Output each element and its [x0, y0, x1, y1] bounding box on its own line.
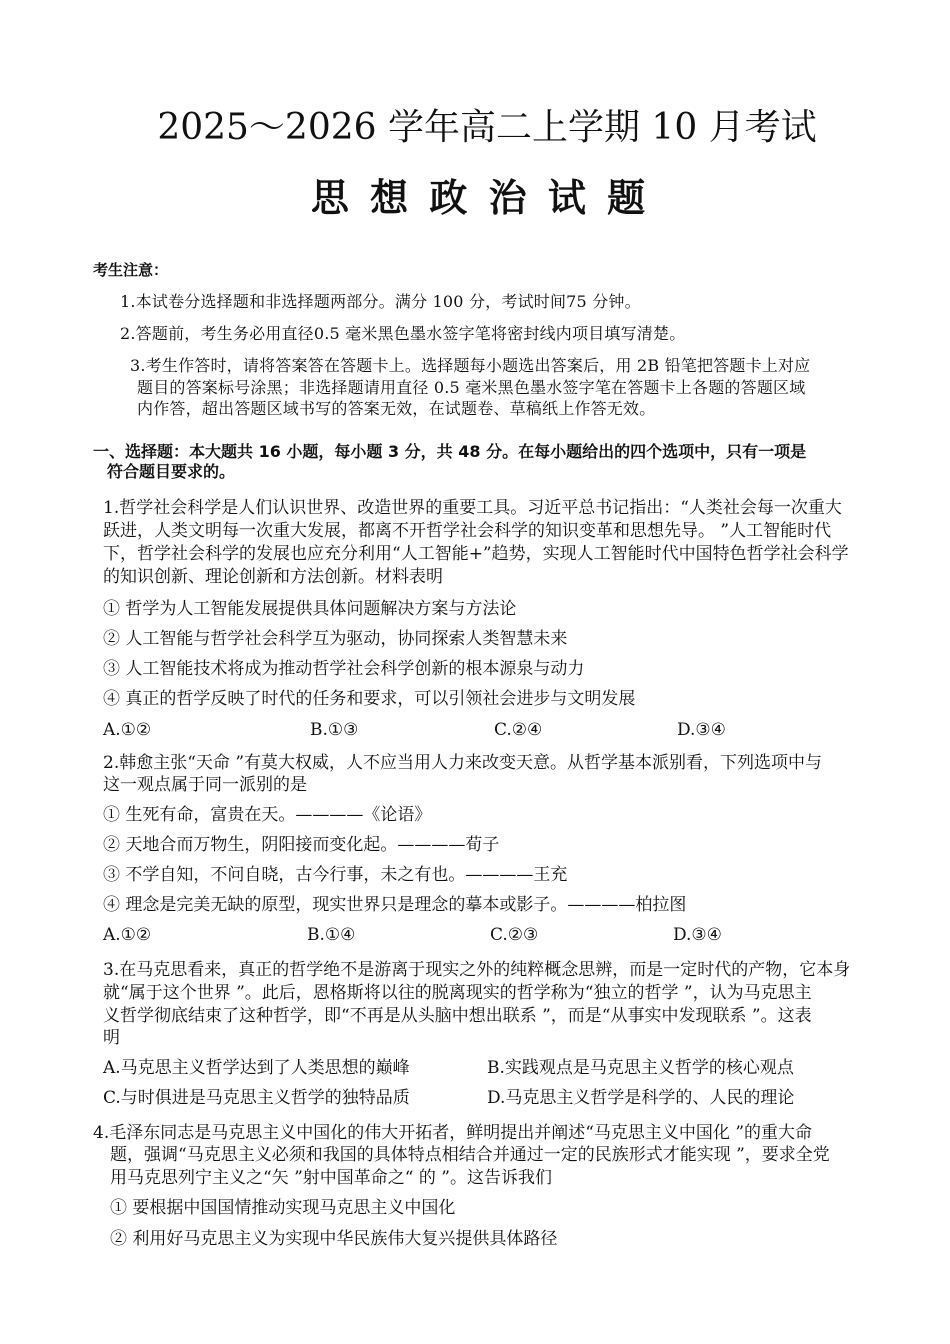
statement-1: ① 哲学为人工智能发展提供具体问题解决方案与方法论 — [103, 599, 517, 619]
question-stem-line: 就“属于这个世界 ”。此后，恩格斯将以往的脱离现实的哲学称为“独立的哲学 ”，认为马克思主 — [103, 983, 812, 1003]
question-stem-line: 3.在马克思看来，真正的哲学绝不是游离于现实之外的纯粹概念思辨，而是一定时代的产物，它本身 — [103, 960, 851, 980]
question-stem-line: 题，强调“马克思主义必须和我国的具体特点相结合并通过一定的民族形式才能实现 ”，要求全党 — [110, 1145, 830, 1165]
choice-b: B.①④ — [307, 925, 356, 945]
question-stem-line: 这一观点属于同一派别的是 — [103, 775, 307, 795]
statement-1: ① 生死有命，富贵在天。————《论语》 — [103, 805, 432, 825]
choice-b: B.实践观点是马克思主义哲学的核心观点 — [487, 1058, 794, 1078]
question-stem-line: 义哲学彻底结束了这种哲学，即“不再是从头脑中想出联系 ”，而是“从事实中发现联系 ”。这表 — [103, 1006, 812, 1026]
exam-title: 2025～2026 学年高二上学期 10 月考试 — [157, 107, 817, 148]
question-stem-line: 2.韩愈主张“天命 ”有莫大权威，人不应当用人力来改变天意。从哲学基本派别看，下列选项中与 — [103, 753, 823, 773]
section-heading-line-1: 一、选择题：本大题共 16 小题，每小题 3 分，共 48 分。在每小题给出的四个选项中，只有一项是 — [93, 442, 807, 461]
choice-d: D.③④ — [677, 720, 726, 740]
choice-c: C.与时俱进是马克思主义哲学的独特品质 — [103, 1088, 410, 1108]
choice-a: A.①② — [103, 925, 152, 945]
notice-item-3-line-3: 内作答，超出答题区域书写的答案无效，在试题卷、草稿纸上作答无效。 — [137, 399, 656, 418]
question-stem-line: 用马克思列宁主义之“矢 ”射中国革命之“ 的 ”。这告诉我们 — [110, 1168, 552, 1188]
notice-heading: 考生注意： — [93, 261, 169, 279]
question-stem-line: 跃进，人类文明每一次重大发展，都离不开哲学社会科学的知识变革和思想先导。 ”人工智能时代 — [103, 521, 832, 541]
exam-subject: 思 想 政 治 试 题 — [310, 176, 650, 220]
notice-item-1: 1.本试卷分选择题和非选择题两部分。满分 100 分，考试时间75 分钟。 — [120, 292, 641, 311]
choice-c: C.②③ — [490, 925, 539, 945]
question-stem-line: 下，哲学社会科学的发展也应充分利用“人工智能+”趋势，实现人工智能时代中国特色哲学社会科学 — [103, 544, 849, 564]
notice-item-2: 2.答题前，考生务必用直径0.5 毫米黑色墨水签字笔将密封线内项目填写清楚。 — [120, 324, 686, 343]
statement-2: ② 利用好马克思主义为实现中华民族伟大复兴提供具体路径 — [110, 1229, 558, 1249]
notice-item-3-line-2: 题目的答案标号涂黑；非选择题请用直径 0.5 毫米黑色墨水签字笔在答题卡上各题的答题区域 — [137, 378, 806, 397]
statement-3: ③ 不学自知，不问自晓，古今行事，未之有也。————王充 — [103, 865, 568, 885]
question-stem-line: 4.毛泽东同志是马克思主义中国化的伟大开拓者，鲜明提出并阐述“马克思主义中国化 ”的重大命 — [93, 1123, 813, 1143]
choice-b: B.①③ — [310, 720, 359, 740]
statement-2: ② 人工智能与哲学社会科学互为驱动，协同探索人类智慧未来 — [103, 629, 568, 649]
choice-d: D.马克思主义哲学是科学的、人民的理论 — [487, 1088, 795, 1108]
choice-a: A.①② — [103, 720, 152, 740]
question-stem-line: 明 — [103, 1028, 120, 1048]
question-stem-line: 1.哲学社会科学是人们认识世界、改造世界的重要工具。习近平总书记指出：“人类社会每一次重大 — [103, 498, 842, 518]
statement-4: ④ 理念是完美无缺的原型，现实世界只是理念的摹本或影子。————柏拉图 — [103, 895, 687, 915]
statement-3: ③ 人工智能技术将成为推动哲学社会科学创新的根本源泉与动力 — [103, 659, 585, 679]
section-heading-line-2: 符合题目要求的。 — [107, 462, 236, 481]
choice-c: C.②④ — [494, 720, 543, 740]
choice-d: D.③④ — [673, 925, 722, 945]
question-stem-line: 的知识创新、理论创新和方法创新。材料表明 — [103, 567, 443, 587]
choice-a: A.马克思主义哲学达到了人类思想的巅峰 — [103, 1058, 410, 1078]
statement-2: ② 天地合而万物生，阴阳接而变化起。————荀子 — [103, 835, 500, 855]
statement-1: ① 要根据中国国情推动实现马克思主义中国化 — [110, 1198, 456, 1218]
notice-item-3-line-1: 3.考生作答时，请将答案答在答题卡上。选择题每小题选出答案后，用 2B 铅笔把答题卡上对应 — [130, 356, 811, 375]
statement-4: ④ 真正的哲学反映了时代的任务和要求，可以引领社会进步与文明发展 — [103, 689, 636, 709]
